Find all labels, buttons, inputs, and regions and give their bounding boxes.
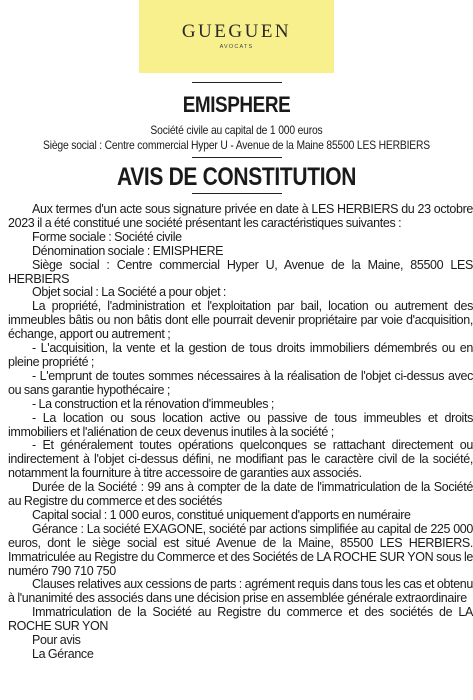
notice-title: AVIS DE CONSTITUTION — [116, 163, 357, 191]
logo-firm-name: GUEGUEN — [181, 21, 292, 42]
middle-divider — [192, 157, 282, 158]
law-firm-logo — [139, 0, 334, 73]
company-capital: Société civile au capital de 1 000 euros — [150, 123, 323, 137]
body-paragraph: - L'emprunt de toutes sommes nécessaires à la réalisation de l'objet ci-dessus avec ou sans garantie hypothécaire ; — [8, 368, 473, 397]
body-paragraph: Clauses relatives aux cessions de parts : agrément requis dans tous les cas et obtenu à l'unanimité des associés dans une décision prise en assemblée générale extraordinaire — [8, 577, 473, 606]
body-paragraph: Durée de la Société : 99 ans à compter de la date de l'immatriculation de la Société au Registre du commerce et des sociétés — [8, 480, 473, 509]
body-paragraph: - La construction et la rénovation d'immeubles ; — [32, 396, 274, 411]
top-divider — [192, 82, 282, 83]
company-name: EMISPHERE — [182, 92, 291, 117]
body-paragraph: Forme sociale : Société civile — [32, 229, 182, 244]
body-paragraph: Objet social : La Société a pour objet : — [32, 285, 227, 300]
body-paragraph: Gérance : La société EXAGONE, société par actions simplifiée au capital de 225 000 euros, dont le siège social est situé Avenue de la Maine, 85500 LES HERBIERS. Immatriculée au Registre du Commerce et des Sociétés de LA ROCHE SUR YON sous le numéro 790 710 750 — [8, 521, 473, 578]
notice-body — [8, 203, 473, 662]
body-paragraph: - La location ou sous location active ou passive de tous immeubles et droits immobiliers et l'aliénation de ceux devenus inutiles à la société ; — [8, 410, 473, 439]
body-paragraph: Capital social : 1 000 euros, constitué uniquement d'apports en numéraire — [32, 507, 411, 522]
logo-firm-subtitle: AVOCATS — [219, 44, 254, 50]
body-paragraph: - L'acquisition, la vente et la gestion de tous droits immobiliers démembrés ou en pleine propriété ; — [8, 341, 473, 369]
body-paragraph: La propriété, l'administration et l'exploitation par bail, location ou autrement des immeubles bâtis ou non bâtis dont elle pourrait devenir propriétaire par voie d'acquisition, échange, apport ou autrement ; — [8, 299, 473, 342]
body-paragraph: Pour avis — [32, 633, 81, 648]
body-paragraph: Dénomination sociale : EMISPHERE — [32, 243, 224, 258]
body-paragraph: Aux termes d'un acte sous signature privée en date à LES HERBIERS du 23 octobre 2023 il a été constitué une société présentant les caractéristiques suivantes : — [8, 202, 473, 230]
company-address: Siège social : Centre commercial Hyper U - Avenue de la Maine 85500 LES HERBIERS — [42, 138, 430, 152]
body-paragraph: La Gérance — [32, 647, 94, 661]
title-divider — [192, 193, 282, 194]
body-paragraph: Immatriculation de la Société au Registre du commerce et des sociétés de LA ROCHE SUR YON — [8, 605, 473, 634]
body-paragraph: - Et généralement toutes opérations quelconques se rattachant directement ou indirectement à l'objet ci-dessus défini, ne modifiant pas le caractère civil de la société, notamment la fourniture à titre accessoire de garanties aux associés. — [8, 438, 473, 481]
body-paragraph: Siège social : Centre commercial Hyper U, Avenue de la Maine, 85500 LES HERBIERS — [8, 257, 473, 286]
